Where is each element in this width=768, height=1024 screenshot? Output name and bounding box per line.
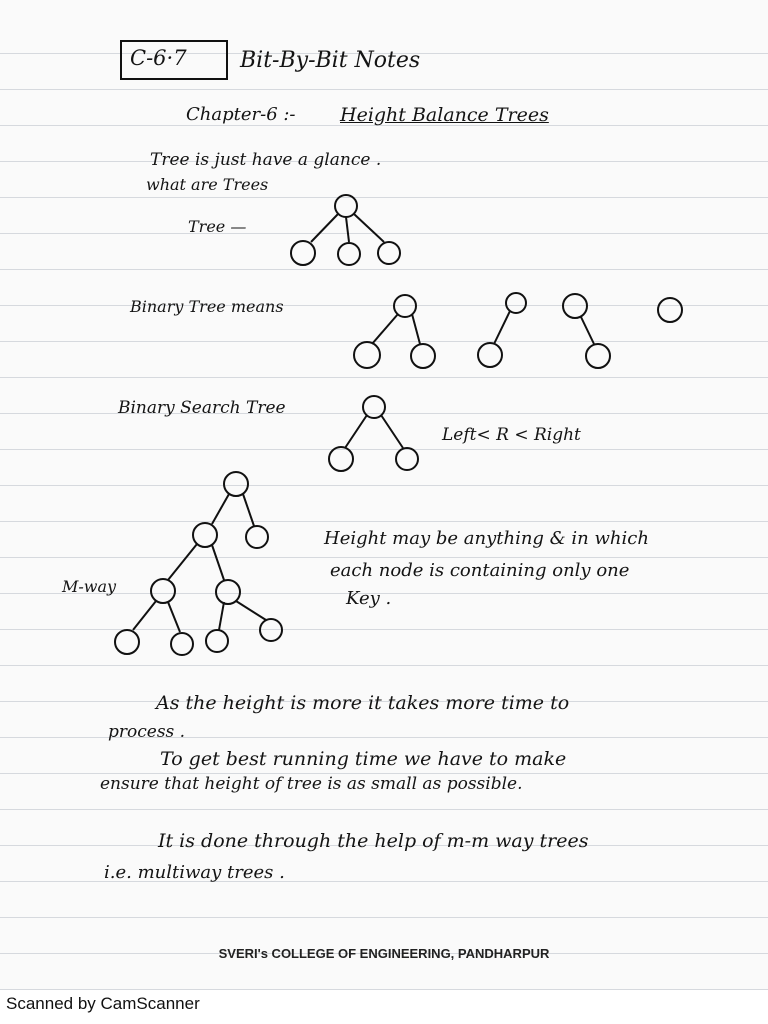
paragraph-line: ensure that height of tree is as small as possible. — [100, 774, 523, 794]
bst-label: Binary Search Tree — [118, 398, 286, 418]
height-note-line: each node is containing only one — [330, 560, 630, 581]
general-tree-diagram — [291, 195, 400, 265]
college-footer: SVERI's COLLEGE OF ENGINEERING, PANDHARPUR — [218, 946, 550, 961]
intro-line: Tree is just have a glance . — [150, 150, 382, 170]
height-note-line: Height may be anything & in which — [324, 528, 649, 549]
chapter-prefix: Chapter-6 :- — [186, 104, 296, 125]
notes-title: Bit-By-Bit Notes — [240, 48, 421, 73]
binary-tree-label: Binary Tree means — [130, 297, 284, 316]
binary-tree-left-diagram — [478, 293, 526, 367]
single-node-diagram — [658, 298, 682, 322]
height-note-line: Key . — [346, 588, 392, 609]
paragraph-line: i.e. multiway trees . — [104, 862, 285, 883]
mway-label: M-way — [62, 577, 117, 596]
bst-rule: Left< R < Right — [442, 425, 581, 445]
intro-line: what are Trees — [146, 175, 269, 194]
paragraph-line: As the height is more it takes more time to — [156, 692, 570, 714]
paragraph-line: process . — [108, 722, 186, 742]
bst-diagram — [329, 396, 418, 471]
mway-tree-diagram — [115, 472, 282, 655]
chapter-code: C-6·7 — [130, 46, 187, 70]
chapter-heading: Height Balance Trees — [340, 104, 549, 126]
paragraph-line: It is done through the help of m-m way trees — [158, 830, 589, 852]
paragraph-line: To get best running time we have to make — [160, 748, 567, 770]
binary-tree-full-diagram — [354, 295, 435, 368]
tree-label: Tree — — [188, 217, 247, 236]
binary-tree-right-diagram — [563, 294, 610, 368]
scanner-watermark: Scanned by CamScanner — [6, 994, 200, 1013]
